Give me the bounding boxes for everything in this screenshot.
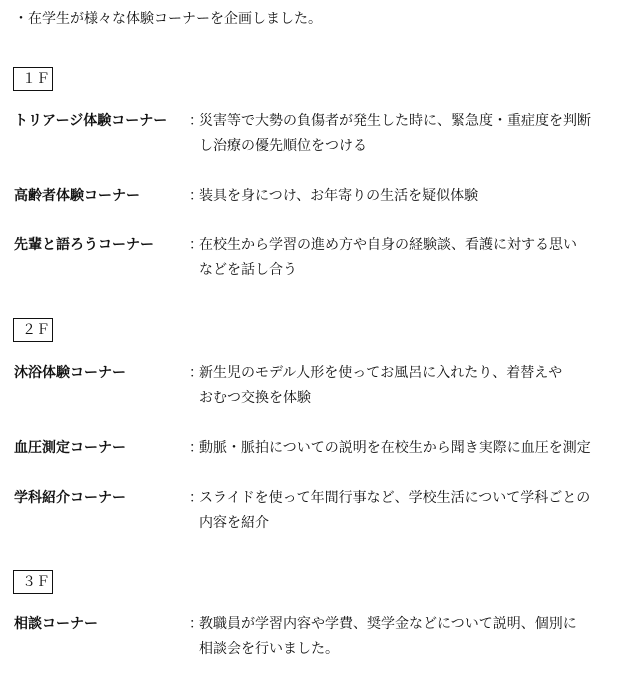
corner-name: トリアージ体験コーナー — [14, 113, 168, 129]
floor-label-2f: ２Ｆ — [13, 318, 53, 342]
corner-description — [199, 233, 639, 283]
separator-colon: ： — [189, 440, 203, 456]
description-line: 動脈・脈拍についての説明を在校生から聞き実際に血圧を測定 — [199, 440, 591, 456]
separator-colon: ： — [189, 616, 203, 632]
description-line: スライドを使って年間行事など、学校生活について学科ごとの — [199, 490, 591, 506]
separator-colon: ： — [189, 113, 203, 129]
corner-name: 先輩と語ろうコーナー — [14, 237, 154, 253]
description-line: 相談会を行いました。 — [199, 641, 339, 657]
description-line: し治療の優先順位をつける — [199, 138, 367, 154]
corner-description — [199, 436, 639, 461]
description-line: 教職員が学習内容や学費、奨学金などについて説明、個別に — [199, 616, 577, 632]
description-line: 新生児のモデル人形を使ってお風呂に入れたり、着替えや — [199, 365, 563, 381]
floor-label-1f: １Ｆ — [13, 67, 53, 91]
separator-colon: ： — [189, 188, 203, 204]
description-line: 装具を身につけ、お年寄りの生活を疑似体験 — [199, 188, 479, 204]
corner-description — [199, 361, 639, 411]
description-line: 在校生から学習の進め方や自身の経験談、看護に対する思い — [199, 237, 577, 253]
description-line: などを話し合う — [199, 262, 297, 278]
description-line: 内容を紹介 — [199, 515, 269, 531]
floor-label-3f: ３Ｆ — [13, 570, 53, 594]
separator-colon: ： — [189, 490, 203, 506]
corner-name: 学科紹介コーナー — [14, 490, 126, 506]
intro-text: ・在学生が様々な体験コーナーを企画しました。 — [14, 11, 322, 27]
corner-description — [199, 612, 639, 662]
corner-description — [199, 184, 639, 209]
description-line: 災害等で大勢の負傷者が発生した時に、緊急度・重症度を判断 — [199, 113, 591, 129]
separator-colon: ： — [189, 237, 203, 253]
corner-name: 沐浴体験コーナー — [14, 365, 126, 381]
corner-name: 高齢者体験コーナー — [14, 188, 140, 204]
separator-colon: ： — [189, 365, 203, 381]
description-line: おむつ交換を体験 — [199, 390, 311, 406]
corner-description — [199, 486, 639, 536]
corner-description — [199, 109, 639, 159]
corner-name: 相談コーナー — [14, 616, 98, 632]
corner-name: 血圧測定コーナー — [14, 440, 126, 456]
